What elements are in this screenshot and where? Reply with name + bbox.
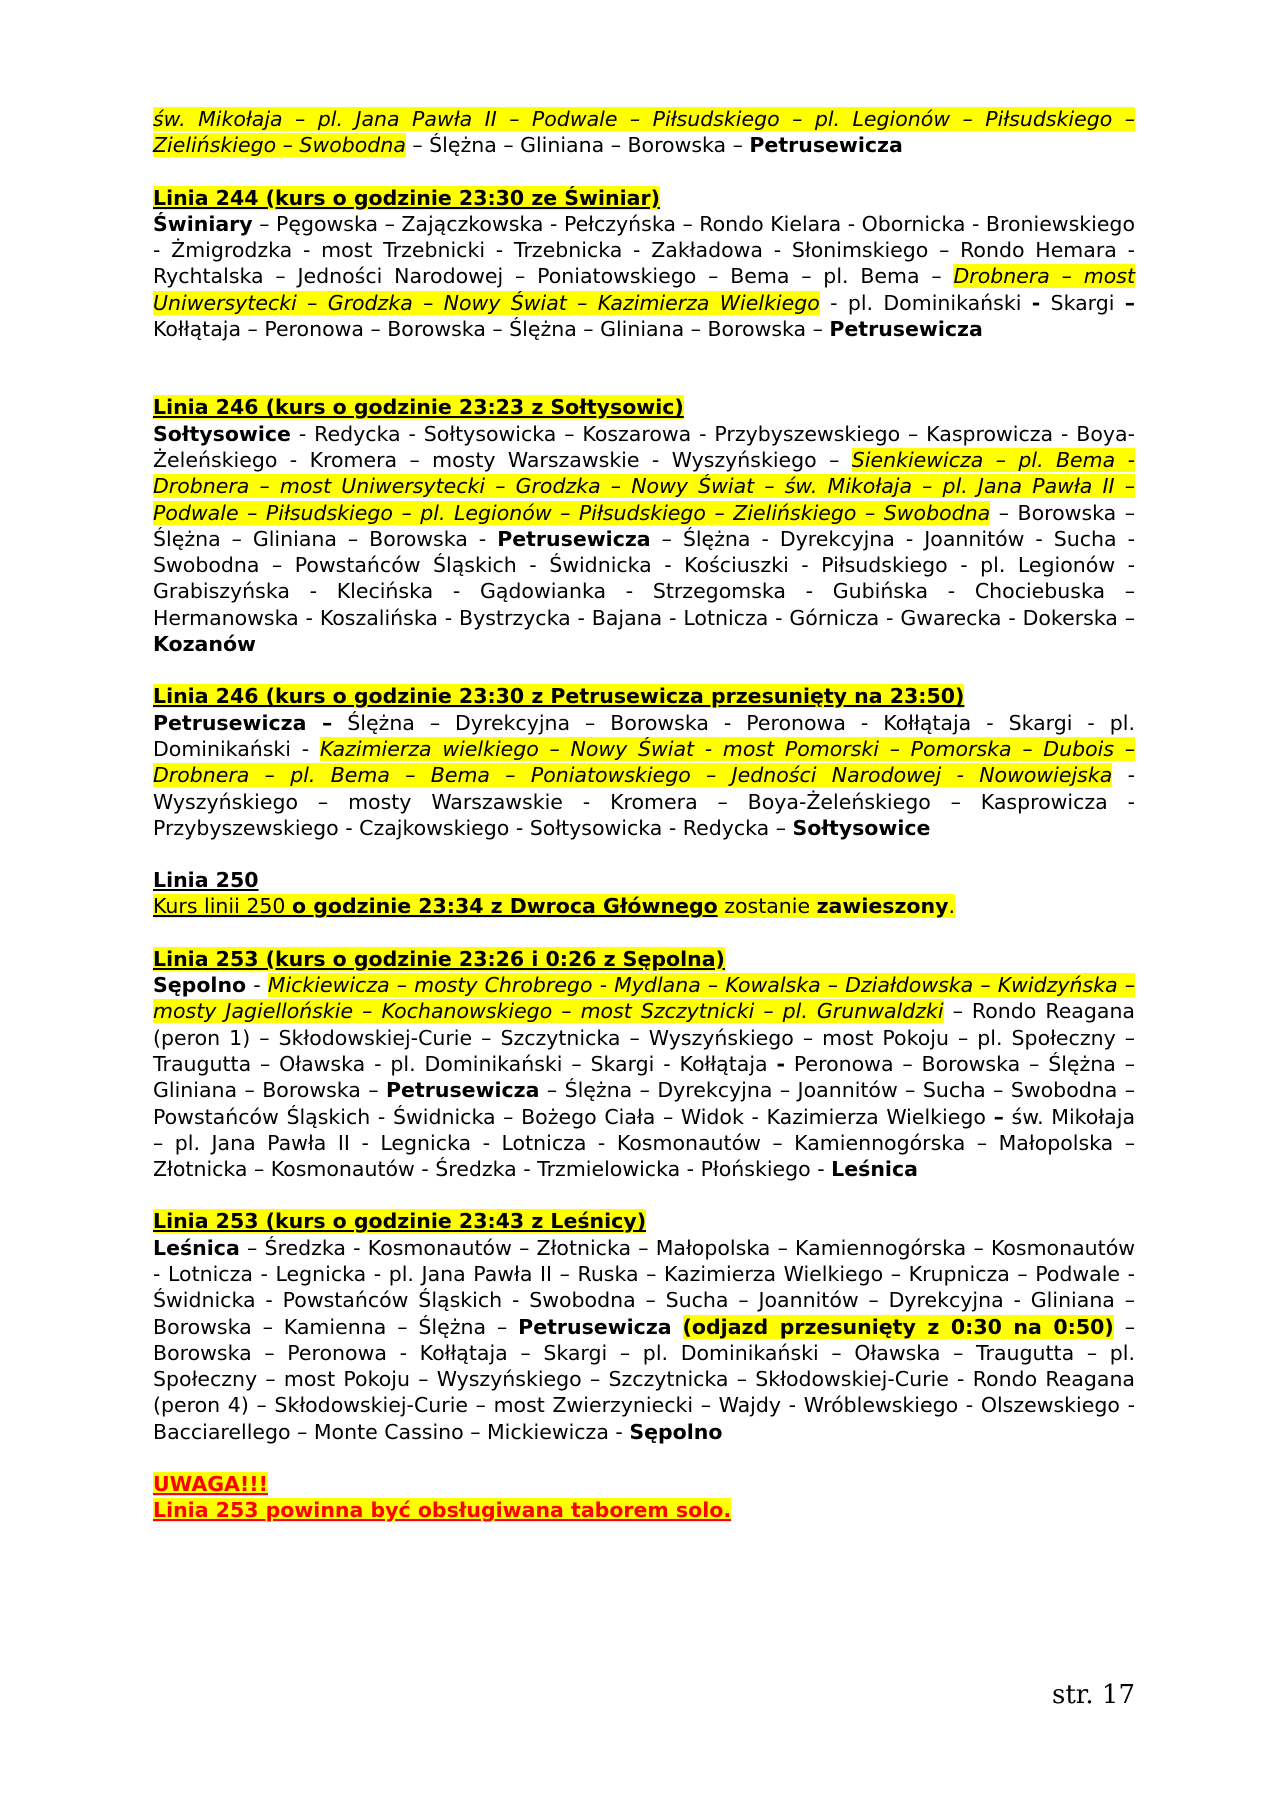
text-run: zostanie xyxy=(717,894,817,919)
section-heading xyxy=(153,185,1135,211)
route-paragraph xyxy=(153,893,1135,919)
text-run: Leśnica xyxy=(153,1235,240,1260)
text-run: Świniary xyxy=(153,211,253,236)
text-run: - xyxy=(246,973,268,998)
route-paragraph xyxy=(153,421,1135,658)
text-run: św. Mikołaja – pl. Jana Pawła II - Legnicka - Lotnicza - Kosmonautów – Kamiennogórska – Małopolska – Złotnicka – Kosmonautów - Średzka - Trzmielowicka - Płońskiego - xyxy=(153,1104,1135,1182)
text-run: Linia 253 powinna być obsługiwana taborem solo. xyxy=(153,1498,732,1523)
text-run: Ślężna – Dyrekcyjna – Borowska - Peronowa - Kołłątaja - Skargi - pl. Dominikański - xyxy=(153,710,1135,761)
text-run: - pl. Dominikański xyxy=(819,290,1032,315)
text-run: Petrusewicza xyxy=(518,1314,672,1339)
text-run: – Pęgowska – Zajączkowska - Pełczyńska – Rondo Kielara - Obornicka - Broniewskiego - Żmigrodzka - most Trzebnicki - Trzebnicka - Zakładowa - Słonimskiego – Rondo Hemara - Rychtalska – Jedności Narodowej – Poniatowskiego – Bema – pl. Bema – xyxy=(153,211,1135,289)
text-run: zawieszony xyxy=(816,894,949,919)
text-run: – Ślężna - Dyrekcyjna - Joannitów - Sucha - Swobodna – Powstańców Śląskich - Świdnicka - Kościuszki - Piłsudskiego - pl. Legionów - Grabiszyńska - Klecińska - Gądowianka - Strzegomska - Gubińska - Chociebuska – Hermanowska - Koszalińska - Bystrzycka - Bajana - Lotnicza - Górnicza - Gwarecka - Dokerska – xyxy=(153,526,1135,630)
route-paragraph xyxy=(153,972,1135,1182)
text-run: Kołłątaja – Peronowa – Borowska – Ślężna – Gliniana – Borowska – xyxy=(153,317,830,342)
text-run: - Redycka - Sołtysowicka – Koszarowa - Przybyszewskiego – Kasprowicza - Boya-Żeleńskiego - Kromera – mosty Warszawskie - Wyszyńskiego – xyxy=(153,421,1135,472)
section-linia-253-lesnica xyxy=(153,1208,1135,1445)
text-run: Linia 253 (kurs o godzinie 23:26 i 0:26 z Sępolna) xyxy=(153,946,725,971)
text-run: Linia 246 (kurs o godzinie 23:30 z Petrusewicza przesunięty na 23:50) xyxy=(153,684,965,709)
text-run: Linia 250 xyxy=(153,868,259,893)
section-continuation xyxy=(153,106,1135,159)
text-run: – Borowska – Peronowa - Kołłątaja – Skargi – pl. Dominikański – Oławska – Traugutta – pl. Społeczny – most Pokoju – Wyszyńskiego – Szczytnicka – Skłodowskiej-Curie - Rondo Reagana (peron 4) – Skłodowskiej-Curie – most Zwierzyniecki – Wajdy - Wróblewskiego - Olszewskiego - Bacciarellego – Monte Cassino – Mickiewicza - xyxy=(153,1314,1135,1444)
section-linia-250 xyxy=(153,867,1135,920)
section-heading xyxy=(153,867,1135,893)
text-run: Skargi xyxy=(1040,290,1125,315)
text-run: Linia 246 (kurs o godzinie 23:23 z Sołtysowic) xyxy=(153,395,684,420)
text-run: Linia 253 (kurs o godzinie 23:43 z Leśnicy) xyxy=(153,1209,647,1234)
route-paragraph xyxy=(153,1235,1135,1445)
text-run: – xyxy=(993,1104,1004,1129)
route-paragraph xyxy=(153,1497,1135,1523)
text-run: Leśnica xyxy=(831,1157,918,1182)
text-run: - xyxy=(776,1051,785,1076)
text-run: – Ślężna – Dyrekcyjna – Joannitów – Sucha – Swobodna – Powstańców Śląskich - Świdnicka – Bożego Ciała – Widok - Kazimierza Wielkiego xyxy=(153,1078,1135,1129)
section-linia-253-sepolno xyxy=(153,946,1135,1183)
section-heading xyxy=(153,683,1135,709)
text-run: – Średzka - Kosmonautów – Złotnicka – Małopolska – Kamiennogórska – Kosmonautów - Lotnicza - Legnicka - pl. Jana Pawła II – Ruska – Kazimierza Wielkiego – Krupnicza – Podwale - Świdnicka - Powstańców Śląskich - Swobodna – Sucha – Joannitów – Dyrekcyjna - Gliniana – Borowska – Kamienna – Ślężna – xyxy=(153,1235,1135,1339)
text-run: - xyxy=(1031,290,1041,315)
section-uwaga-warning xyxy=(153,1471,1135,1524)
text-run: Sołtysowice xyxy=(792,815,931,840)
text-run: św. Mikołaja – pl. Jana Pawła II – Podwale – Piłsudskiego – pl. Legionów – Piłsudskiego – Zielińskiego – Swobodna xyxy=(153,107,1135,158)
text-run: UWAGA!!! xyxy=(153,1472,268,1497)
text-run: Kurs linii 250 xyxy=(153,894,292,919)
text-run: Petrusewicza xyxy=(386,1078,540,1103)
text-run: – xyxy=(1124,290,1135,315)
section-heading xyxy=(153,1208,1135,1234)
text-run: Petrusewicza – xyxy=(153,710,333,735)
text-run xyxy=(672,1315,683,1339)
text-run: Petrusewicza xyxy=(497,526,651,551)
text-run: o godzinie 23:34 z Dwroca Głównego xyxy=(291,894,718,919)
text-run: Petrusewicza xyxy=(829,317,983,342)
text-run: Linia 244 (kurs o godzinie 23:30 ze Świniar) xyxy=(153,185,660,210)
text-run: Mickiewicza – mosty Chrobrego - Mydlana – Kowalska – Działdowska – Kwidzyńska – mosty Jagiellońskie – Kochanowskiego – most Szczytnicki – pl. Grunwaldzki xyxy=(153,973,1135,1024)
section-heading xyxy=(153,946,1135,972)
text-run: Petrusewicza xyxy=(749,133,903,158)
text-run: (odjazd przesunięty z 0:30 na 0:50) xyxy=(682,1314,1114,1339)
section-linia-246-petrusewicza xyxy=(153,683,1135,841)
document-body xyxy=(153,106,1135,1524)
section-heading xyxy=(153,394,1135,420)
text-run: Drobnera – most Uniwersytecki – Grodzka – Nowy Świat – Kazimierza Wielkiego xyxy=(153,264,1135,315)
text-run: Sienkiewicza – pl. Bema - Drobnera – most Uniwersytecki – Grodzka – Nowy Świat – św. Mikołaja – pl. Jana Pawła II – Podwale – Piłsudskiego – pl. Legionów – Piłsudskiego – Zielińskiego – Swobodna xyxy=(153,447,1135,525)
text-run: – Rondo Reagana (peron 1) – Skłodowskiej-Curie – Szczytnicka – Wyszyńskiego – most Pokoju – pl. Społeczny – Traugutta – Oławska - pl. Dominikański – Skargi - Kołłątaja xyxy=(153,999,1135,1076)
text-run: – Ślężna – Gliniana – Borowska – xyxy=(405,133,750,158)
section-linia-246-sołtysowice xyxy=(153,394,1135,657)
text-run: – Borowska – Ślężna – Gliniana – Borowska - xyxy=(153,500,1135,551)
text-run: Kazimierza wielkiego – Nowy Świat - most Pomorski – Pomorska – Dubois – Drobnera – pl. Bema – Bema – Poniatowskiego – Jedności Narodowej - Nowowiejska xyxy=(153,736,1135,788)
text-run: Kozanów xyxy=(153,632,256,657)
text-run: - Wyszyńskiego – mosty Warszawskie - Kromera – Boya-Żeleńskiego – Kasprowicza - Przybyszewskiego - Czajkowskiego - Sołtysowicka - Redycka – xyxy=(153,763,1135,840)
section-linia-244 xyxy=(153,185,1135,343)
route-paragraph xyxy=(153,710,1135,841)
text-run: Sępolno xyxy=(629,1419,723,1444)
section-heading xyxy=(153,1471,1135,1497)
text-run: Sołtysowice xyxy=(153,421,291,446)
route-paragraph xyxy=(153,106,1135,159)
page-number: str. 17 xyxy=(1052,1680,1135,1710)
text-run: Sępolno xyxy=(153,973,247,998)
text-run: Peronowa – Borowska – Ślężna – Gliniana – Borowska – xyxy=(153,1051,1135,1103)
text-run: . xyxy=(948,894,955,919)
route-paragraph xyxy=(153,211,1135,342)
